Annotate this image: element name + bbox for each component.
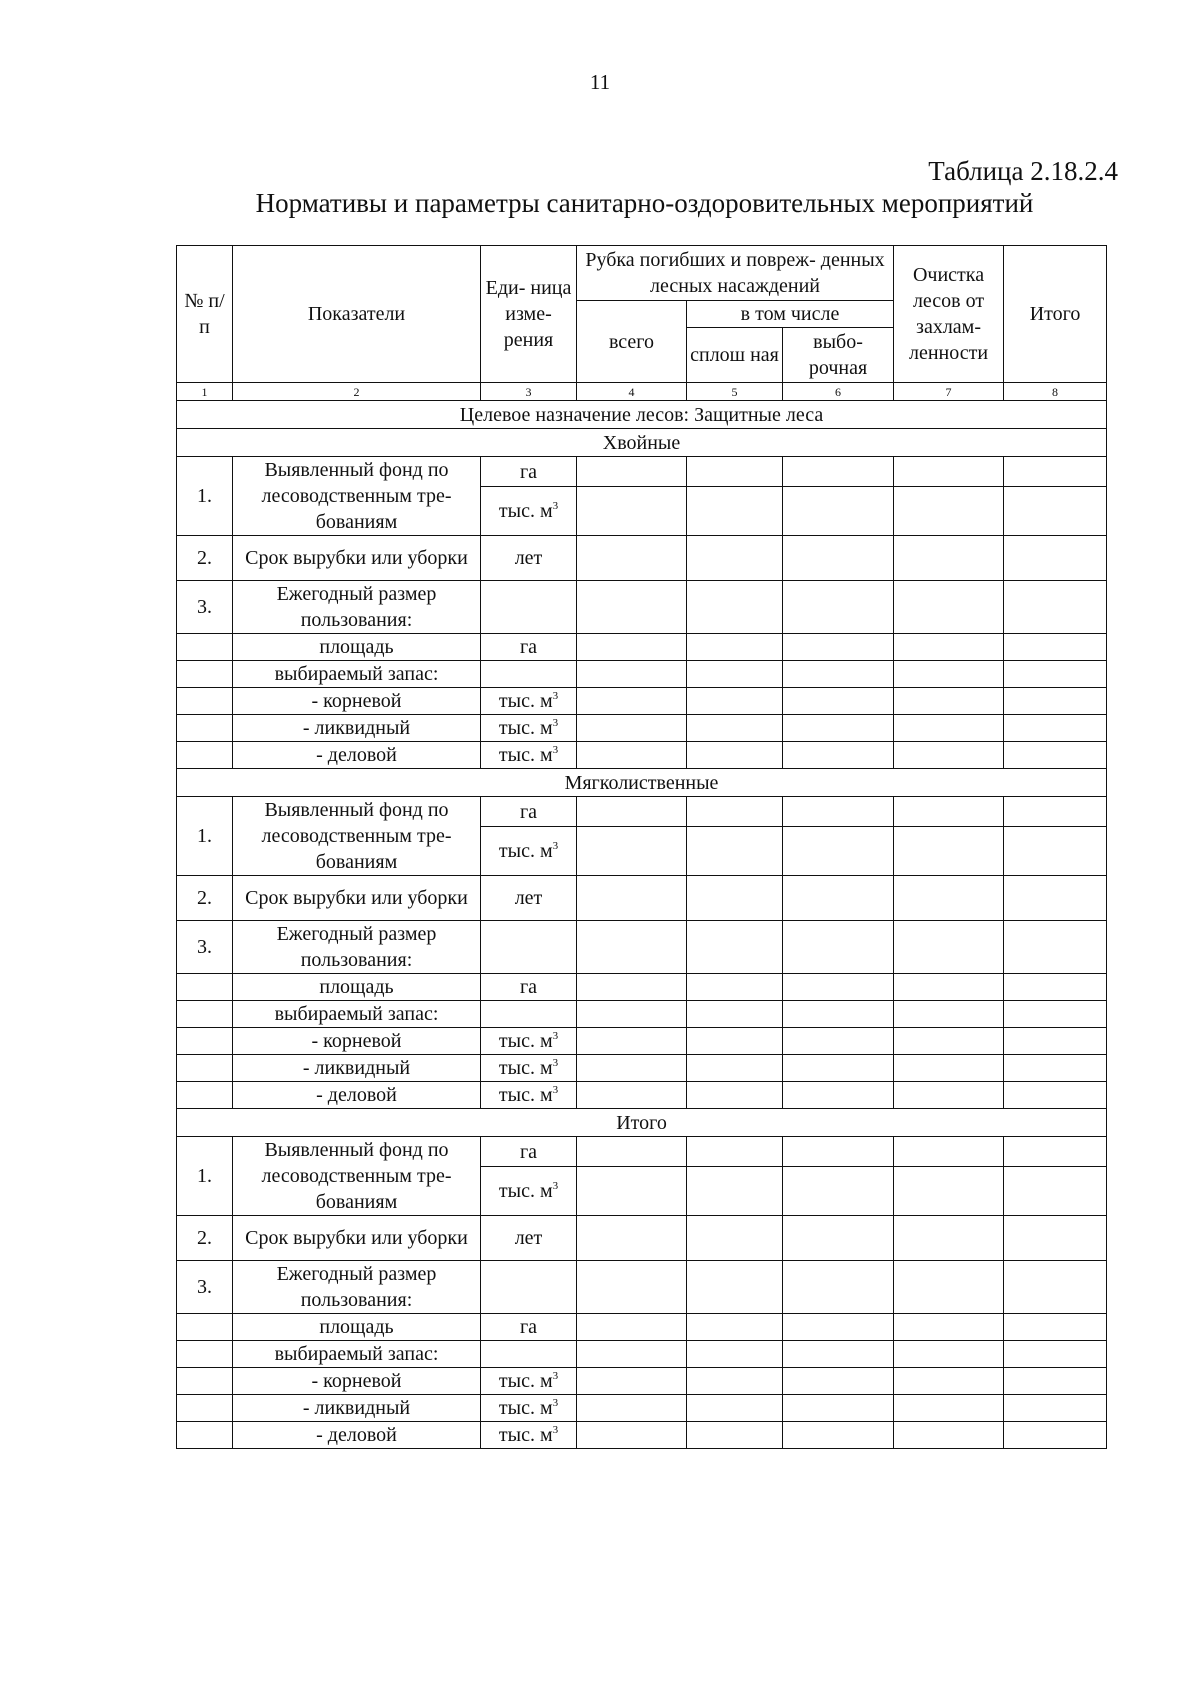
value-cell xyxy=(894,1368,1004,1395)
header-selective-felling: выбо- рочная xyxy=(783,328,894,383)
unit-cell xyxy=(481,1001,577,1028)
value-cell xyxy=(577,581,687,634)
value-cell xyxy=(577,1028,687,1055)
value-cell xyxy=(687,457,783,487)
value-cell xyxy=(687,974,783,1001)
value-cell xyxy=(577,536,687,581)
value-cell xyxy=(1004,827,1107,876)
value-cell xyxy=(687,876,783,921)
value-cell xyxy=(894,1167,1004,1216)
column-number: 6 xyxy=(783,383,894,401)
value-cell xyxy=(687,1368,783,1395)
value-cell xyxy=(687,742,783,769)
value-cell xyxy=(687,827,783,876)
header-indicators: Показатели xyxy=(233,246,481,383)
value-cell xyxy=(894,742,1004,769)
value-cell xyxy=(687,797,783,827)
value-cell xyxy=(687,921,783,974)
indicator-stock: выбираемый запас: xyxy=(233,1001,481,1028)
value-cell xyxy=(783,1137,894,1167)
value-cell xyxy=(1004,876,1107,921)
value-cell xyxy=(577,974,687,1001)
value-cell xyxy=(1004,1001,1107,1028)
row-number xyxy=(177,661,233,688)
unit-text: тыс. м xyxy=(498,1424,553,1446)
value-cell xyxy=(894,974,1004,1001)
unit-cell xyxy=(481,688,577,715)
unit-cell: га xyxy=(481,797,577,827)
table-label: Таблица 2.18.2.4 xyxy=(928,156,1118,186)
header-including: в том числе xyxy=(687,301,894,328)
section-conifers xyxy=(177,429,1107,769)
value-cell xyxy=(577,1082,687,1109)
column-number: 3 xyxy=(481,383,577,401)
value-cell xyxy=(894,688,1004,715)
row-number: 3. xyxy=(177,1261,233,1314)
unit-cell xyxy=(481,1395,577,1422)
unit-superscript: 3 xyxy=(552,690,559,702)
unit-cell xyxy=(481,1368,577,1395)
value-cell xyxy=(687,1422,783,1449)
value-cell xyxy=(577,688,687,715)
value-cell xyxy=(783,921,894,974)
value-cell xyxy=(783,1216,894,1261)
value-cell xyxy=(783,797,894,827)
indicator-annual: Ежегодный размер пользования: xyxy=(233,921,481,974)
value-cell xyxy=(894,1314,1004,1341)
value-cell xyxy=(783,487,894,536)
indicator-root: - корневой xyxy=(233,1368,481,1395)
column-number: 1 xyxy=(177,383,233,401)
row-number: 1. xyxy=(177,1137,233,1216)
value-cell xyxy=(894,827,1004,876)
page-number: 11 xyxy=(589,70,611,94)
unit-cell xyxy=(481,827,577,876)
row-number xyxy=(177,1028,233,1055)
unit-text: тыс. м xyxy=(498,1030,553,1052)
row-number: 2. xyxy=(177,536,233,581)
row-number xyxy=(177,1001,233,1028)
value-cell xyxy=(783,536,894,581)
unit-cell: га xyxy=(481,1137,577,1167)
value-cell xyxy=(1004,661,1107,688)
value-cell xyxy=(894,1341,1004,1368)
value-cell xyxy=(894,1028,1004,1055)
unit-superscript: 3 xyxy=(552,1057,559,1069)
unit-cell xyxy=(481,661,577,688)
unit-cell xyxy=(481,487,577,536)
value-cell xyxy=(1004,634,1107,661)
row-number xyxy=(177,1395,233,1422)
value-cell xyxy=(783,688,894,715)
unit-cell: га xyxy=(481,634,577,661)
indicator-root: - корневой xyxy=(233,688,481,715)
indicator-annual: Ежегодный размер пользования: xyxy=(233,581,481,634)
column-number: 7 xyxy=(894,383,1004,401)
value-cell xyxy=(783,1261,894,1314)
value-cell xyxy=(687,1216,783,1261)
value-cell xyxy=(687,1314,783,1341)
header-num: № п/п xyxy=(177,246,233,383)
unit-cell: га xyxy=(481,457,577,487)
unit-text: тыс. м xyxy=(498,500,553,523)
unit-cell xyxy=(481,1261,577,1314)
value-cell xyxy=(894,715,1004,742)
value-cell xyxy=(783,715,894,742)
value-cell xyxy=(1004,1055,1107,1082)
value-cell xyxy=(577,1314,687,1341)
unit-superscript: 3 xyxy=(552,717,559,729)
value-cell xyxy=(577,1422,687,1449)
value-cell xyxy=(577,1368,687,1395)
row-number: 1. xyxy=(177,457,233,536)
indicator-area: площадь xyxy=(233,974,481,1001)
value-cell xyxy=(687,1082,783,1109)
column-number: 2 xyxy=(233,383,481,401)
value-cell xyxy=(687,1167,783,1216)
column-number: 4 xyxy=(577,383,687,401)
unit-superscript: 3 xyxy=(552,1397,559,1409)
value-cell xyxy=(894,1261,1004,1314)
header-cleaning: Очистка лесов от захлам- ленности xyxy=(894,246,1004,383)
unit-text: тыс. м xyxy=(498,1180,553,1203)
value-cell xyxy=(1004,715,1107,742)
value-cell xyxy=(783,742,894,769)
header-itogo: Итого xyxy=(1004,246,1107,383)
unit-text: тыс. м xyxy=(498,717,553,739)
value-cell xyxy=(577,715,687,742)
header-felling: Рубка погибших и повреж- денных лесных насаждений xyxy=(577,246,894,301)
unit-text: тыс. м xyxy=(498,1084,553,1106)
purpose-row: Целевое назначение лесов: Защитные леса xyxy=(177,401,1107,429)
indicator-area: площадь xyxy=(233,634,481,661)
value-cell xyxy=(687,661,783,688)
value-cell xyxy=(783,661,894,688)
value-cell xyxy=(1004,487,1107,536)
value-cell xyxy=(1004,742,1107,769)
indicator-term: Срок вырубки или уборки xyxy=(233,536,481,581)
value-cell xyxy=(783,1028,894,1055)
row-number xyxy=(177,715,233,742)
column-number: 8 xyxy=(1004,383,1107,401)
value-cell xyxy=(783,1395,894,1422)
value-cell xyxy=(894,1055,1004,1082)
value-cell xyxy=(894,661,1004,688)
value-cell xyxy=(894,921,1004,974)
indicator-root: - корневой xyxy=(233,1028,481,1055)
unit-superscript: 3 xyxy=(552,1424,559,1436)
value-cell xyxy=(783,1341,894,1368)
value-cell xyxy=(687,1001,783,1028)
value-cell xyxy=(1004,974,1107,1001)
unit-cell xyxy=(481,1055,577,1082)
value-cell xyxy=(687,1028,783,1055)
unit-superscript: 3 xyxy=(552,500,559,513)
value-cell xyxy=(783,581,894,634)
row-number: 1. xyxy=(177,797,233,876)
indicator-stock: выбираемый запас: xyxy=(233,1341,481,1368)
row-number xyxy=(177,688,233,715)
value-cell xyxy=(783,634,894,661)
value-cell xyxy=(577,1216,687,1261)
indicator-fund: Выявленный фонд по лесоводственным тре- бованиям xyxy=(233,1137,481,1216)
unit-superscript: 3 xyxy=(552,1084,559,1096)
value-cell xyxy=(894,876,1004,921)
row-number xyxy=(177,634,233,661)
value-cell xyxy=(687,715,783,742)
row-number xyxy=(177,1422,233,1449)
value-cell xyxy=(577,1261,687,1314)
header-total: всего xyxy=(577,301,687,383)
unit-cell xyxy=(481,921,577,974)
value-cell xyxy=(894,634,1004,661)
unit-superscript: 3 xyxy=(552,1030,559,1042)
value-cell xyxy=(1004,1261,1107,1314)
value-cell xyxy=(783,1167,894,1216)
value-cell xyxy=(783,1422,894,1449)
value-cell xyxy=(577,1395,687,1422)
row-number xyxy=(177,974,233,1001)
value-cell xyxy=(1004,1082,1107,1109)
value-cell xyxy=(783,827,894,876)
value-cell xyxy=(577,1055,687,1082)
unit-superscript: 3 xyxy=(552,840,559,853)
value-cell xyxy=(894,457,1004,487)
unit-text: тыс. м xyxy=(498,1057,553,1079)
value-cell xyxy=(577,1167,687,1216)
value-cell xyxy=(687,536,783,581)
indicator-business: - деловой xyxy=(233,1082,481,1109)
value-cell xyxy=(687,1055,783,1082)
row-number: 3. xyxy=(177,921,233,974)
indicator-business: - деловой xyxy=(233,742,481,769)
value-cell xyxy=(687,1395,783,1422)
unit-text: тыс. м xyxy=(498,1397,553,1419)
header-unit: Еди- ница изме- рения xyxy=(481,246,577,383)
indicator-liquid: - ликвидный xyxy=(233,1055,481,1082)
value-cell xyxy=(577,1137,687,1167)
value-cell xyxy=(1004,581,1107,634)
unit-cell: лет xyxy=(481,536,577,581)
indicator-liquid: - ликвидный xyxy=(233,1395,481,1422)
unit-text: тыс. м xyxy=(498,840,553,863)
value-cell xyxy=(783,974,894,1001)
indicator-term: Срок вырубки или уборки xyxy=(233,1216,481,1261)
value-cell xyxy=(687,1137,783,1167)
standards-table xyxy=(176,245,1107,1449)
unit-text: тыс. м xyxy=(498,1370,553,1392)
unit-cell: га xyxy=(481,974,577,1001)
value-cell xyxy=(783,1001,894,1028)
indicator-fund: Выявленный фонд по лесоводственным тре- бованиям xyxy=(233,797,481,876)
value-cell xyxy=(894,1216,1004,1261)
value-cell xyxy=(894,487,1004,536)
row-number xyxy=(177,1082,233,1109)
value-cell xyxy=(783,1082,894,1109)
value-cell xyxy=(1004,1341,1107,1368)
value-cell xyxy=(577,634,687,661)
value-cell xyxy=(687,688,783,715)
row-number xyxy=(177,1368,233,1395)
value-cell xyxy=(894,1422,1004,1449)
value-cell xyxy=(577,797,687,827)
unit-cell xyxy=(481,1082,577,1109)
value-cell xyxy=(577,827,687,876)
value-cell xyxy=(577,921,687,974)
value-cell xyxy=(1004,1395,1107,1422)
unit-superscript: 3 xyxy=(552,744,559,756)
unit-cell xyxy=(481,1341,577,1368)
value-cell xyxy=(894,536,1004,581)
indicator-area: площадь xyxy=(233,1314,481,1341)
value-cell xyxy=(1004,921,1107,974)
value-cell xyxy=(783,1314,894,1341)
unit-cell xyxy=(481,1028,577,1055)
row-number: 2. xyxy=(177,876,233,921)
section-title: Хвойные xyxy=(177,429,1107,457)
indicator-business: - деловой xyxy=(233,1422,481,1449)
column-number: 5 xyxy=(687,383,783,401)
value-cell xyxy=(1004,797,1107,827)
value-cell xyxy=(1004,1167,1107,1216)
value-cell xyxy=(783,1055,894,1082)
unit-text: тыс. м xyxy=(498,690,553,712)
value-cell xyxy=(687,487,783,536)
unit-text: тыс. м xyxy=(498,744,553,766)
indicator-fund: Выявленный фонд по лесоводственным тре- бованиям xyxy=(233,457,481,536)
indicator-stock: выбираемый запас: xyxy=(233,661,481,688)
row-number xyxy=(177,742,233,769)
unit-cell xyxy=(481,581,577,634)
value-cell xyxy=(894,1001,1004,1028)
value-cell xyxy=(577,661,687,688)
value-cell xyxy=(577,1001,687,1028)
value-cell xyxy=(1004,1028,1107,1055)
value-cell xyxy=(783,876,894,921)
unit-cell: лет xyxy=(481,1216,577,1261)
value-cell xyxy=(894,1082,1004,1109)
value-cell xyxy=(1004,1137,1107,1167)
header-clear-felling: сплош ная xyxy=(687,328,783,383)
value-cell xyxy=(577,457,687,487)
value-cell xyxy=(1004,457,1107,487)
value-cell xyxy=(1004,536,1107,581)
unit-superscript: 3 xyxy=(552,1370,559,1382)
value-cell xyxy=(894,581,1004,634)
value-cell xyxy=(687,1341,783,1368)
section-softwood xyxy=(177,769,1107,1109)
value-cell xyxy=(577,742,687,769)
value-cell xyxy=(783,1368,894,1395)
value-cell xyxy=(894,797,1004,827)
value-cell xyxy=(687,1261,783,1314)
indicator-term: Срок вырубки или уборки xyxy=(233,876,481,921)
unit-cell xyxy=(481,715,577,742)
value-cell xyxy=(1004,688,1107,715)
value-cell xyxy=(783,457,894,487)
indicator-liquid: - ликвидный xyxy=(233,715,481,742)
value-cell xyxy=(1004,1368,1107,1395)
unit-cell xyxy=(481,1422,577,1449)
row-number xyxy=(177,1055,233,1082)
section-title: Итого xyxy=(177,1109,1107,1137)
value-cell xyxy=(894,1395,1004,1422)
row-number xyxy=(177,1314,233,1341)
table-title: Нормативы и параметры санитарно-оздоровительных мероприятий xyxy=(255,188,1034,218)
row-number: 3. xyxy=(177,581,233,634)
unit-cell: га xyxy=(481,1314,577,1341)
indicator-annual: Ежегодный размер пользования: xyxy=(233,1261,481,1314)
value-cell xyxy=(894,1137,1004,1167)
value-cell xyxy=(1004,1216,1107,1261)
unit-superscript: 3 xyxy=(552,1180,559,1193)
unit-cell: лет xyxy=(481,876,577,921)
value-cell xyxy=(1004,1314,1107,1341)
section-total xyxy=(177,1109,1107,1449)
row-number: 2. xyxy=(177,1216,233,1261)
value-cell xyxy=(687,634,783,661)
unit-cell xyxy=(481,1167,577,1216)
value-cell xyxy=(577,1341,687,1368)
unit-cell xyxy=(481,742,577,769)
row-number xyxy=(177,1341,233,1368)
value-cell xyxy=(1004,1422,1107,1449)
section-title: Мягколиственные xyxy=(177,769,1107,797)
value-cell xyxy=(687,581,783,634)
value-cell xyxy=(577,487,687,536)
value-cell xyxy=(577,876,687,921)
